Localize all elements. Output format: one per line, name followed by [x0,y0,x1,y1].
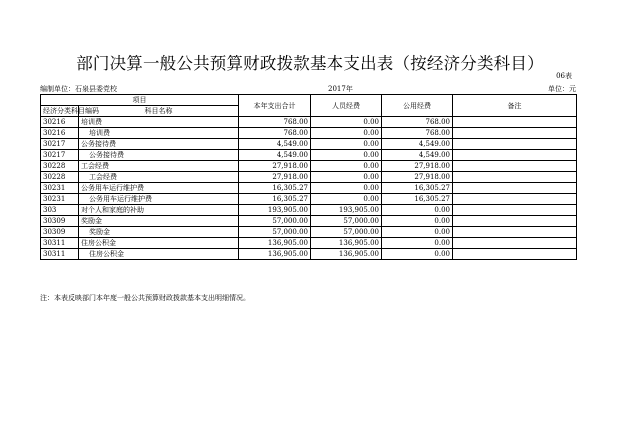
report-year: 2017年 [328,85,353,93]
table-body [41,117,577,260]
subject-name-cell: 奖励金 [79,216,239,227]
table-row [41,194,577,205]
table-row [41,227,577,238]
public-cell: 768.00 [382,128,453,139]
econ-code-cell: 30228 [41,161,79,172]
public-cell: 0.00 [382,205,453,216]
public-cell: 27,918.00 [382,172,453,183]
table-row [41,161,577,172]
subject-name-cell: 公务接待费 [79,150,239,161]
personnel-cell: 0.00 [311,128,382,139]
subject-name-cell: 奖励金 [79,227,239,238]
total-cell: 57,000.00 [239,227,311,238]
report-meta [40,84,580,94]
unit-name: 编制单位：石泉县委党校 [40,85,117,93]
subject-name-cell: 对个人和家庭的补助 [79,205,239,216]
econ-code-cell: 30309 [41,216,79,227]
personnel-cell: 57,000.00 [311,227,382,238]
subject-name-cell: 住房公积金 [79,249,239,260]
total-cell: 768.00 [239,128,311,139]
total-cell: 16,305.27 [239,194,311,205]
header-personnel: 人员经费 [311,95,382,117]
total-cell: 4,549.00 [239,150,311,161]
personnel-cell: 193,905.00 [311,205,382,216]
report-title: 部门决算一般公共预算财政拨款基本支出表（按经济分类科目） [76,54,544,73]
subject-name-cell: 培训费 [79,128,239,139]
remark-cell [453,216,577,227]
personnel-cell: 136,905.00 [311,249,382,260]
table-row [41,249,577,260]
public-cell: 768.00 [382,117,453,128]
econ-code-cell: 30231 [41,194,79,205]
header-total: 本年支出合计 [239,95,311,117]
total-cell: 193,905.00 [239,205,311,216]
personnel-cell: 136,905.00 [311,238,382,249]
remark-cell [453,227,577,238]
remark-cell [453,150,577,161]
econ-code-cell: 30311 [41,238,79,249]
subject-name-cell: 工会经费 [79,161,239,172]
form-number: 06表 [556,72,572,80]
table-row [41,205,577,216]
header-subject-name: 科目名称 [79,106,239,117]
public-cell: 16,305.27 [382,194,453,205]
total-cell: 27,918.00 [239,161,311,172]
public-cell: 0.00 [382,249,453,260]
econ-code-cell: 30228 [41,172,79,183]
personnel-cell: 0.00 [311,172,382,183]
total-cell: 16,305.27 [239,183,311,194]
remark-cell [453,172,577,183]
econ-code-cell: 30309 [41,227,79,238]
subject-name-cell: 公务接待费 [79,139,239,150]
table-row [41,183,577,194]
remark-cell [453,161,577,172]
total-cell: 136,905.00 [239,238,311,249]
total-cell: 136,905.00 [239,249,311,260]
public-cell: 0.00 [382,238,453,249]
table-row [41,139,577,150]
personnel-cell: 0.00 [311,183,382,194]
personnel-cell: 0.00 [311,194,382,205]
public-cell: 4,549.00 [382,150,453,161]
footnote: 注：本表反映部门本年度一般公共预算财政拨款基本支出明细情况。 [40,294,250,302]
subject-name-cell: 住房公积金 [79,238,239,249]
total-cell: 57,000.00 [239,216,311,227]
public-cell: 0.00 [382,227,453,238]
remark-cell [453,139,577,150]
econ-code-cell: 30231 [41,183,79,194]
econ-code-cell: 30216 [41,128,79,139]
personnel-cell: 57,000.00 [311,216,382,227]
econ-code-cell: 30217 [41,150,79,161]
econ-code-cell: 30216 [41,117,79,128]
personnel-cell: 0.00 [311,117,382,128]
header-econ-code: 经济分类科目编码 [41,106,79,117]
total-cell: 27,918.00 [239,172,311,183]
table-row [41,117,577,128]
remark-cell [453,238,577,249]
header-remark: 备注 [453,95,577,117]
table-row [41,128,577,139]
table-row [41,216,577,227]
header-item: 项目 [41,95,239,106]
personnel-cell: 0.00 [311,161,382,172]
remark-cell [453,194,577,205]
subject-name-cell: 培训费 [79,117,239,128]
table-row [41,172,577,183]
table-row [41,238,577,249]
remark-cell [453,183,577,194]
personnel-cell: 0.00 [311,150,382,161]
public-cell: 4,549.00 [382,139,453,150]
expenditure-table [40,94,577,260]
subject-name-cell: 公务用车运行维护费 [79,183,239,194]
total-cell: 768.00 [239,117,311,128]
currency-unit: 单位：元 [548,85,576,93]
public-cell: 0.00 [382,216,453,227]
subject-name-cell: 公务用车运行维护费 [79,194,239,205]
remark-cell [453,249,577,260]
econ-code-cell: 30311 [41,249,79,260]
total-cell: 4,549.00 [239,139,311,150]
remark-cell [453,205,577,216]
public-cell: 16,305.27 [382,183,453,194]
remark-cell [453,128,577,139]
remark-cell [453,117,577,128]
public-cell: 27,918.00 [382,161,453,172]
subject-name-cell: 工会经费 [79,172,239,183]
table-row [41,150,577,161]
personnel-cell: 0.00 [311,139,382,150]
econ-code-cell: 30217 [41,139,79,150]
header-public: 公用经费 [382,95,453,117]
econ-code-cell: 303 [41,205,79,216]
